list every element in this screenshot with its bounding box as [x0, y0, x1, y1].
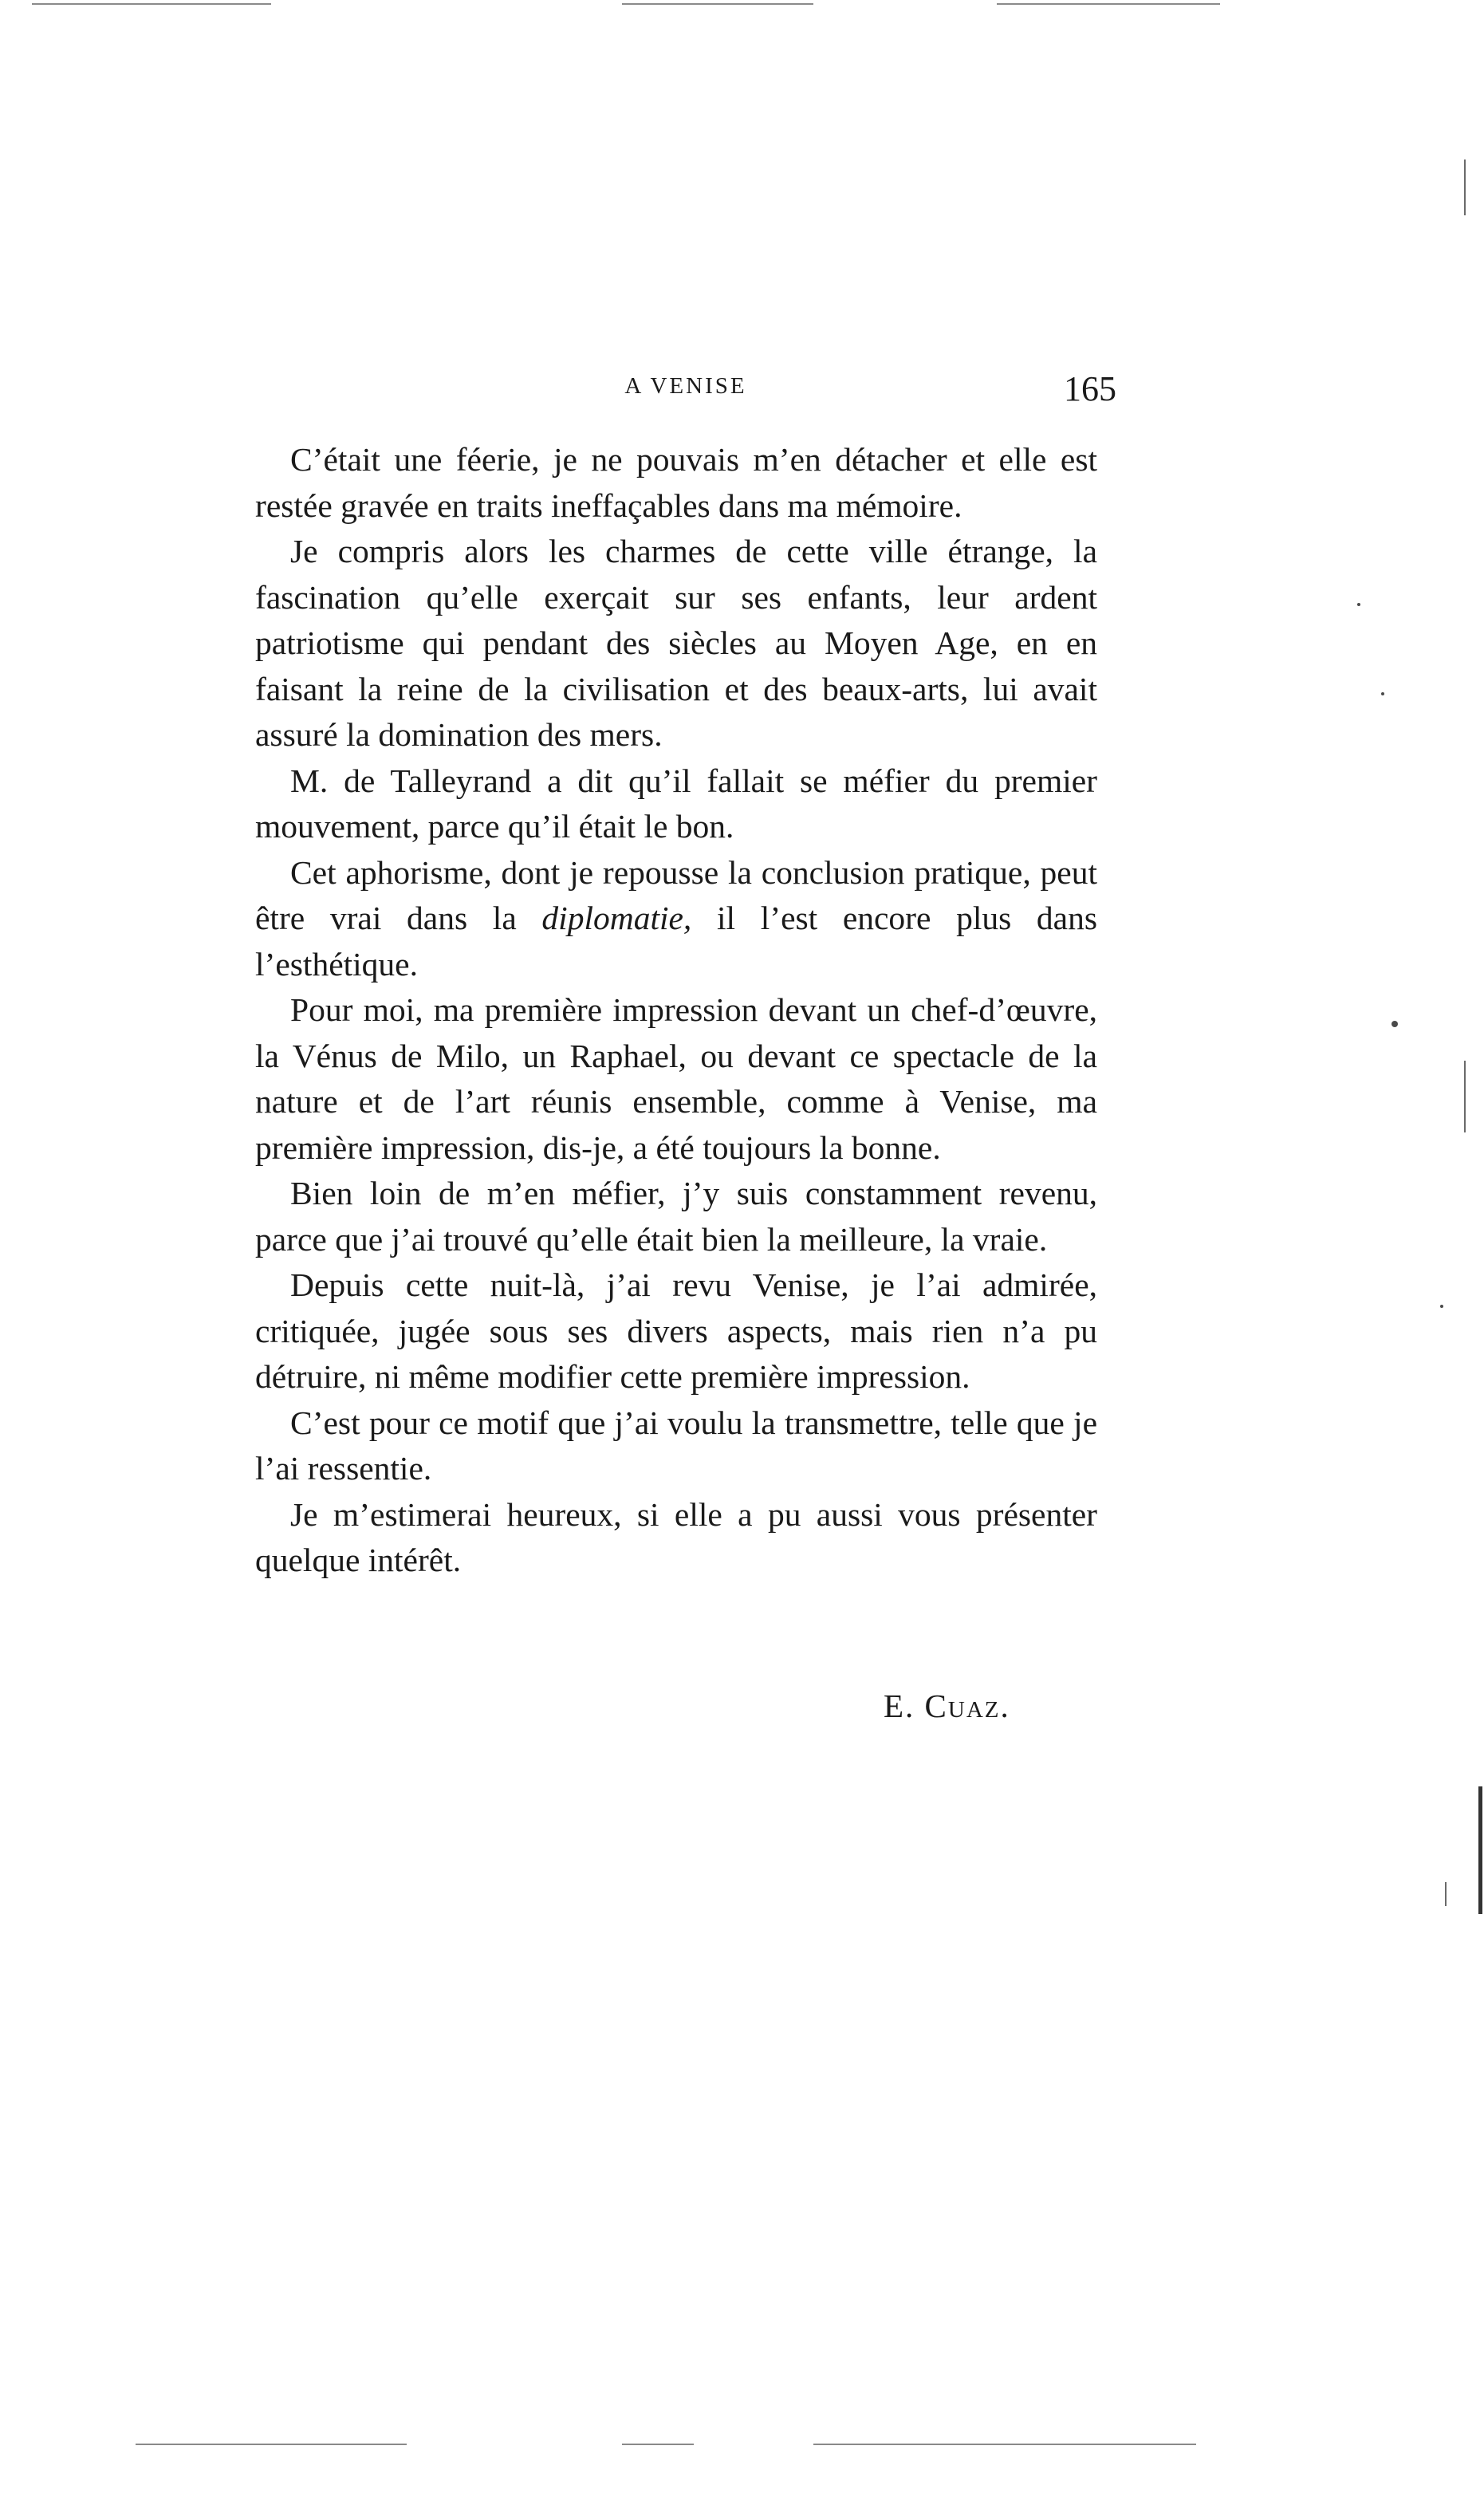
margin-speck-4: [1440, 1305, 1443, 1308]
scan-edge-right-2: [1464, 1061, 1466, 1132]
aphorisme-italic-word: diplomatie,: [541, 900, 692, 936]
paragraph-premiere-impression: Pour moi, ma première impression devant un chef-d’œuvre, la Vénus de Milo, un Raphael, ou devant ce spectacle de la nature et de l’art réunis ensemble, comme à Venise, ma première impression, dis-je, a été toujours la bonne.: [255, 991, 1097, 1166]
running-head: [255, 368, 1116, 416]
paragraph-motif: C’est pour ce motif que j’ai voulu la transmettre, telle que je l’ai ressentie.: [255, 1404, 1097, 1487]
scan-edge-top-left: [32, 3, 271, 5]
running-title: A VENISE: [624, 373, 747, 399]
scan-edge-bottom-middle: [622, 2444, 694, 2445]
paragraph-depuis: Depuis cette nuit-là, j’ai revu Venise, je l’ai admirée, critiquée, jugée sous ses divers aspects, mais rien n’a pu détruire, ni même modifier cette première impression.: [255, 1266, 1097, 1395]
margin-speck-1: [1391, 1021, 1398, 1027]
scan-edge-bottom-right: [813, 2444, 1196, 2445]
author-signature: [884, 1687, 1010, 1725]
margin-speck-2: [1357, 603, 1360, 606]
scan-edge-top-middle: [622, 3, 813, 5]
margin-speck-3: [1381, 692, 1384, 695]
paragraph-charmes: Je compris alors les charmes de cette ville étrange, la fascination qu’elle exerçait sur ses enfants, leur ardent patriotisme qui pendant des siècles au Moyen Age, en en faisant la reine de la civilisation et des beaux-arts, lui avait assuré la domination des mers.: [255, 533, 1097, 753]
scan-edge-right-1: [1464, 160, 1466, 215]
paragraph-bien-loin: Bien loin de m’en méfier, j’y suis constamment revenu, parce que j’ai trouvé qu’elle était bien la meilleure, la vraie.: [255, 1175, 1097, 1258]
scan-edge-top-right: [997, 3, 1220, 5]
scan-edge-bottom-left: [136, 2444, 407, 2445]
scan-edge-right-3: [1478, 1786, 1482, 1914]
paragraph-estimerai: Je m’estimerai heureux, si elle a pu aussi vous présenter quelque intérêt.: [255, 1495, 1097, 1578]
aphorisme-text-after: il l’est encore plus dans l’esthétique.: [255, 900, 1098, 983]
paragraph-talleyrand: M. de Talleyrand a dit qu’il fallait se méfier du premier mouvement, parce qu’il était le bon.: [255, 762, 1097, 845]
signature-initial: E.: [884, 1688, 915, 1724]
scan-edge-right-4: [1445, 1882, 1447, 1906]
aphorisme-text-before: Cet aphorisme, dont je repousse la conclusion pratique, peut être vrai dans la: [255, 853, 1097, 936]
body-text: [255, 437, 1097, 1584]
paragraph-aphorisme: [255, 850, 1097, 988]
paragraph-feerie: C’était une féerie, je ne pouvais m’en détacher et elle est restée gravée en traits ineffaçables dans ma mémoire.: [255, 441, 1097, 524]
signature-name: Cuaz.: [924, 1688, 1010, 1724]
page-number: 165: [1064, 369, 1116, 408]
